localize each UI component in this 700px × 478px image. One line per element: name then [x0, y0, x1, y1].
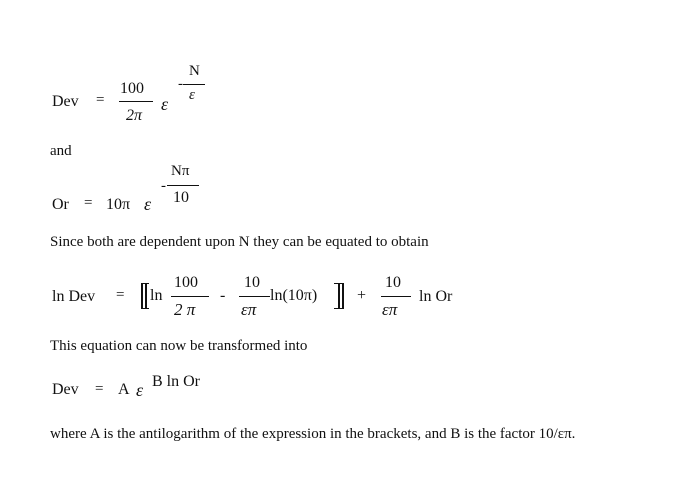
exponent-minus: - — [161, 178, 166, 194]
equals-sign: = — [96, 92, 105, 108]
paragraph-since: Since both are dependent upon N they can be equated to obtain — [50, 234, 429, 250]
fraction-denominator: 2π — [126, 107, 143, 124]
exponent-denominator: ε — [189, 87, 195, 103]
epsilon-symbol: ε — [144, 194, 152, 214]
equals-sign: = — [84, 195, 93, 211]
epsilon-symbol: ε — [136, 380, 144, 400]
fraction3-numerator: 10 — [385, 274, 401, 291]
fraction1-bar — [171, 296, 209, 297]
left-bracket-top — [141, 283, 149, 284]
fraction3-bar — [381, 296, 411, 297]
fraction1-numerator: 100 — [174, 274, 198, 291]
equals-sign: = — [116, 287, 125, 303]
exponent-fraction-bar — [167, 185, 199, 186]
fraction2-numerator: 10 — [244, 274, 260, 291]
ln-or-text: ln Or — [419, 288, 453, 305]
minus-sign: - — [220, 287, 226, 304]
equals-sign: = — [95, 381, 104, 397]
fraction3-denominator: επ — [382, 300, 398, 319]
right-bracket — [342, 283, 344, 309]
dev-label: Dev — [52, 93, 79, 110]
epsilon-symbol: ε — [161, 94, 169, 114]
fraction1-denominator: 2 π — [174, 300, 196, 319]
right-bracket — [338, 283, 340, 309]
exponent-minus: - — [178, 76, 183, 92]
ln-text: ln — [150, 287, 163, 304]
and-text: and — [50, 143, 72, 159]
paragraph-where: where A is the antilogarithm of the expression in the brackets, and B is the factor 10/επ. — [50, 426, 576, 442]
exponent: B ln Or — [152, 373, 200, 390]
fraction2-denominator: επ — [241, 300, 257, 319]
constant-a: A — [118, 381, 130, 398]
paragraph-transform: This equation can now be transformed into — [50, 338, 308, 354]
left-bracket — [141, 283, 143, 309]
fraction-bar — [119, 101, 153, 102]
left-bracket — [145, 283, 147, 309]
dev-label: Dev — [52, 381, 79, 398]
coefficient: 10π — [106, 196, 131, 213]
fraction2-bar — [239, 296, 270, 297]
ln-dev-label: ln Dev — [52, 288, 96, 305]
exponent-numerator: N — [189, 63, 200, 79]
exponent-fraction-bar — [183, 84, 205, 85]
exponent-numerator: Nπ — [171, 163, 190, 179]
exponent-denominator: 10 — [173, 189, 189, 206]
plus-sign: + — [357, 287, 367, 304]
ln-term: ln(10π) — [270, 287, 318, 304]
or-label: Or — [52, 196, 69, 213]
fraction-numerator: 100 — [120, 80, 144, 97]
left-bracket-bottom — [141, 308, 149, 309]
